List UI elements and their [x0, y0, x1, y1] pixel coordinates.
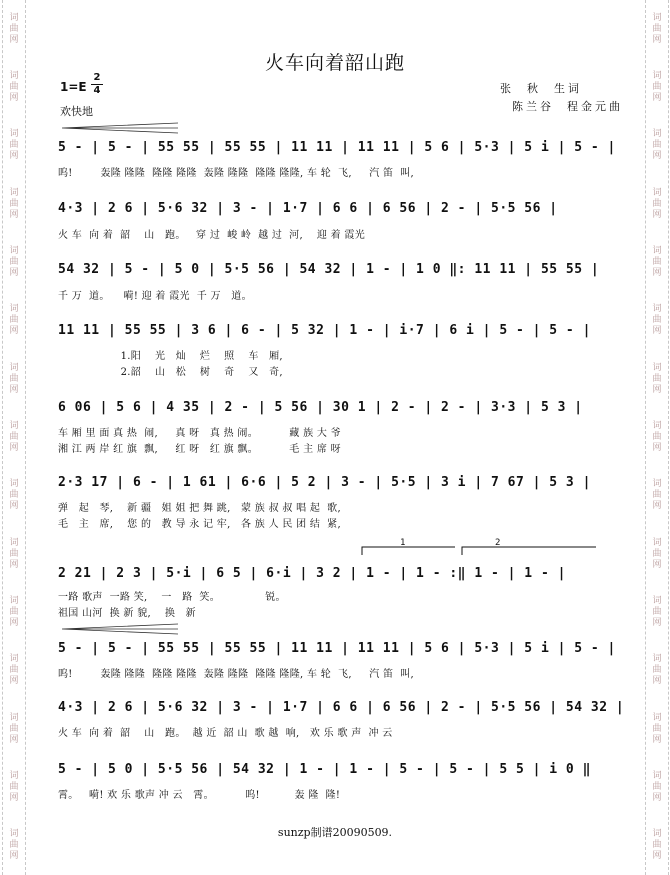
watermark: 词曲网 [9, 12, 19, 45]
notation-row-7: 2 21 | 2 3 | 5·i | 6 5 | 6·i | 3 2 | 1 - | 1 - :‖ 1 - | 1 - | [58, 566, 566, 581]
lyric-row-4-verse2: 2.韶 山 松 树 奇 又 奇, [58, 367, 283, 378]
watermark: 词曲网 [652, 595, 662, 628]
notation-row-2: 4·3 | 2 6 | 5·6 32 | 3 - | 1·7 | 6 6 | 6 56 | 2 - | 5·5 56 | [58, 201, 558, 216]
watermark: 词曲网 [652, 829, 662, 862]
notation-row-6: 2·3 17 | 6 - | 1 61 | 6·6 | 5 2 | 3 - | 5·5 | 3 i | 7 67 | 5 3 | [58, 475, 591, 490]
watermark: 词曲网 [9, 362, 19, 395]
lyric-row-6-verse2: 毛 主 席, 您 的 教 导 永 记 牢, 各 族 人 民 团 结 紧, [58, 519, 341, 530]
meter-top: 2 [93, 72, 101, 83]
watermark: 词曲网 [9, 479, 19, 512]
lyric-row-4-verse1: 1.阳 光 灿 烂 照 车 厢, [58, 351, 283, 362]
notation-row-5: 6 06 | 5 6 | 4 35 | 2 - | 5 56 | 30 1 | 2 - | 2 - | 3·3 | 5 3 | [58, 400, 583, 415]
notation-row-9: 4·3 | 2 6 | 5·6 32 | 3 - | 1·7 | 6 6 | 6 56 | 2 - | 5·5 56 | 54 32 | [58, 700, 625, 715]
watermark: 词曲网 [9, 595, 19, 628]
watermark: 词曲网 [652, 654, 662, 687]
notation-row-1: 5 - | 5 - | 55 55 | 55 55 | 11 11 | 11 11 | 5 6 | 5·3 | 5 i | 5 - | [58, 140, 616, 155]
watermark: 词曲网 [652, 362, 662, 395]
watermark: 词曲网 [652, 304, 662, 337]
notation-row-8: 5 - | 5 - | 55 55 | 55 55 | 11 11 | 11 11 | 5 6 | 5·3 | 5 i | 5 - | [58, 641, 616, 656]
lyricist-credit: 张 秋 生词 [500, 82, 582, 95]
song-title: 火车向着韶山跑 [264, 52, 405, 74]
crescendo-hairpin-2 [60, 623, 180, 635]
lyric-row-5-verse1: 车 厢 里 面 真 热 闹, 真 呀 真 热 闹。 藏 族 大 爷 [58, 428, 341, 439]
watermark: 词曲网 [652, 479, 662, 512]
watermark: 词曲网 [652, 537, 662, 570]
lyric-row-7-verse1: 一路 歌声 一路 笑, 一 路 笑。 锐。 [58, 592, 286, 603]
lyric-row-6-verse1: 弹 起 琴, 新 疆 姐 姐 把 舞 跳, 蒙 族 叔 叔 唱 起 歌, [58, 503, 341, 514]
watermark: 词曲网 [652, 129, 662, 162]
lyric-row-5-verse2: 湘 江 两 岸 红 旗 飘, 红 呀 红 旗 飘。 毛 主 席 呀 [58, 444, 341, 455]
watermark: 词曲网 [9, 770, 19, 803]
watermark: 词曲网 [9, 712, 19, 745]
tempo-marking: 欢快地 [60, 105, 93, 118]
watermark: 词曲网 [652, 770, 662, 803]
watermark: 词曲网 [652, 70, 662, 103]
watermark: 词曲网 [9, 304, 19, 337]
watermark: 词曲网 [9, 245, 19, 278]
watermark: 词曲网 [9, 829, 19, 862]
watermark: 词曲网 [9, 420, 19, 453]
watermark: 词曲网 [652, 420, 662, 453]
lyric-row-9: 火 车 向 着 韶 山 跑。 越 近 韶 山 歌 越 响, 欢 乐 歌 声 冲 云 [58, 728, 393, 739]
notation-row-4: 11 11 | 55 55 | 3 6 | 6 - | 5 32 | 1 - | i·7 | 6 i | 5 - | 5 - | [58, 323, 591, 338]
watermark: 词曲网 [652, 245, 662, 278]
watermark: 词曲网 [9, 187, 19, 220]
composer-credit: 陈兰谷 程金元曲 [512, 100, 623, 113]
watermark-strip-left [2, 0, 26, 875]
crescendo-hairpin [60, 122, 180, 134]
volta-brackets [360, 542, 600, 556]
lyric-row-8: 呜! 轰隆 隆隆 隆隆 隆隆 轰隆 隆隆 隆隆 隆隆, 车 轮 飞, 汽 笛 叫, [58, 669, 415, 680]
notation-row-3: 54 32 | 5 - | 5 0 | 5·5 56 | 54 32 | 1 - | 1 0 ‖: 11 11 | 55 55 | [58, 262, 600, 277]
watermark: 词曲网 [652, 712, 662, 745]
meter-bottom: 4 [93, 85, 101, 96]
watermark: 词曲网 [9, 654, 19, 687]
key-signature: 1=E [60, 80, 87, 94]
lyric-row-1: 呜! 轰隆 隆隆 隆隆 隆隆 轰隆 隆隆 隆隆 隆隆, 车 轮 飞, 汽 笛 叫, [58, 168, 415, 179]
lyric-row-10: 霄。 嗬! 欢 乐 歌声 冲 云 霄。 呜! 轰 隆 隆! [58, 790, 341, 801]
watermark-strip-right [645, 0, 669, 875]
watermark: 词曲网 [652, 12, 662, 45]
volta-1-label: 1 [400, 538, 406, 548]
time-signature [91, 73, 103, 96]
lyric-row-7-verse2: 祖国 山河 换 新 貌, 换 新 [58, 608, 196, 619]
watermark: 词曲网 [9, 70, 19, 103]
lyric-row-3: 千 万 道。 嗬! 迎 着 霞光 千 万 道。 [58, 291, 252, 302]
notation-row-10: 5 - | 5 0 | 5·5 56 | 54 32 | 1 - | 1 - | 5 - | 5 - | 5 5 | i 0 ‖ [58, 762, 591, 777]
watermark: 词曲网 [9, 129, 19, 162]
transcriber-credit: sunzp制谱20090509. [277, 826, 393, 839]
watermark: 词曲网 [652, 187, 662, 220]
watermark: 词曲网 [9, 537, 19, 570]
lyric-row-2: 火 车 向 着 韶 山 跑。 穿 过 峻 岭 越 过 河, 迎 着 霞光 [58, 230, 366, 241]
volta-2-label: 2 [495, 538, 501, 548]
